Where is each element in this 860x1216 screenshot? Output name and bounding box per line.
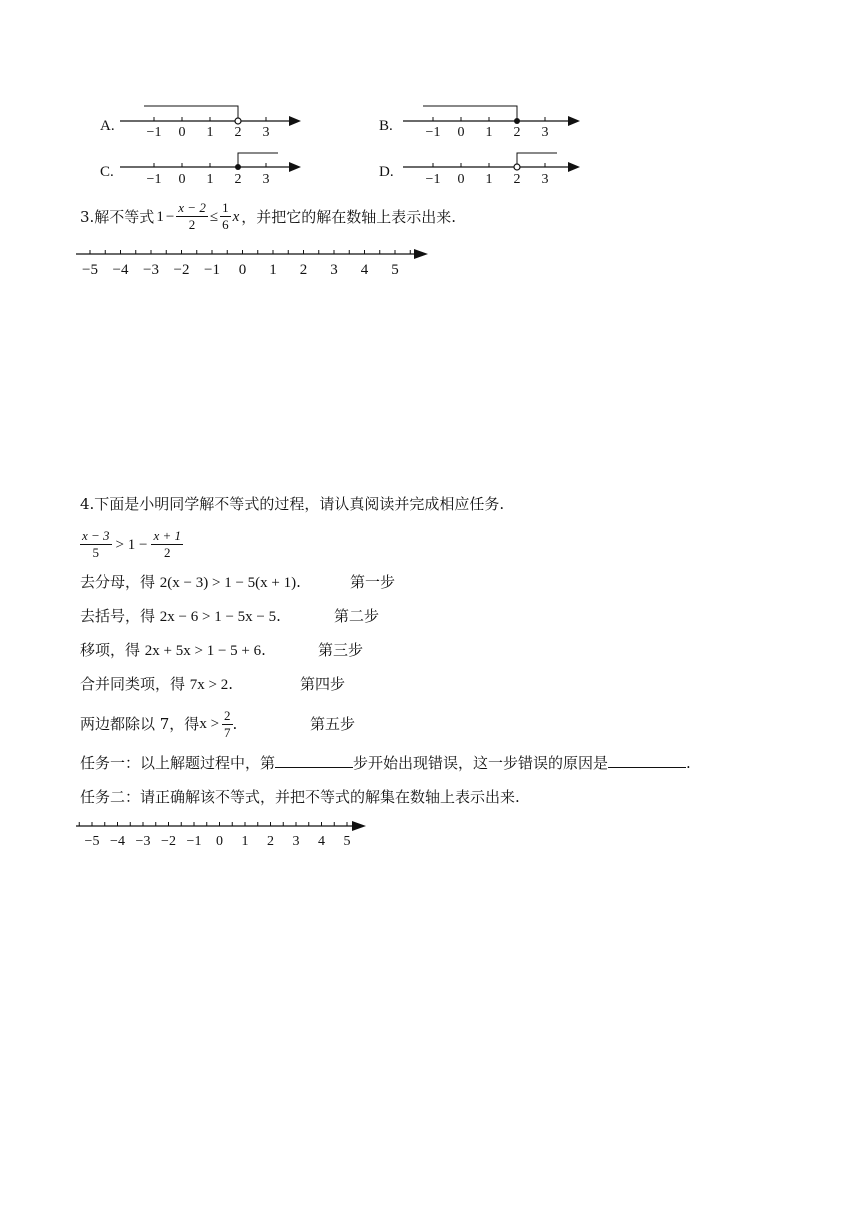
option-a-label: A.: [100, 118, 115, 134]
option-b-label: B.: [379, 118, 393, 134]
q3-fraction-right: [220, 200, 231, 233]
axis-tick-label: −2: [161, 834, 176, 849]
step-math: 7x > 2: [189, 677, 229, 693]
step-label: 第一步: [350, 573, 396, 591]
step-text: 合并同类项，得: [80, 675, 190, 693]
tick-label: −1: [146, 125, 162, 138]
axis-tick-label: −5: [84, 834, 100, 849]
axis-arrow: [352, 821, 366, 831]
option-a[interactable]: [96, 100, 306, 138]
q4-step5-fraction: [222, 708, 233, 741]
axis-tick-label: −2: [173, 262, 190, 278]
axis-tick-label: 1: [269, 262, 277, 278]
axis-tick-label: −1: [204, 262, 220, 278]
tick-label: 1: [206, 125, 214, 138]
axis-tick-label: 5: [343, 834, 351, 849]
step-math: 2x + 5x > 1 − 5 + 6: [144, 643, 262, 659]
q3-frac1-num: x − 2: [178, 200, 206, 215]
q4-step-3: [80, 639, 364, 662]
answer-blank-reason[interactable]: [608, 753, 686, 768]
axis-tick-label: −3: [143, 262, 159, 278]
axis-tick-label: −1: [186, 834, 202, 849]
option-b[interactable]: [375, 100, 585, 138]
task1-text-b: 步开始出现错误，这一步错误的原因是: [353, 754, 609, 772]
tick-label: 1: [485, 125, 493, 138]
step-text: 移项，得: [80, 641, 145, 659]
tick-label: 1: [485, 172, 493, 186]
tick-label: 1: [206, 172, 214, 186]
q4-task-2: 任务二：请正确解该不等式，并把不等式的解集在数轴上表示出来.: [80, 788, 520, 806]
option-d-number-line: [375, 148, 585, 186]
tick-label: 2: [513, 125, 521, 138]
axis-tick-label: −3: [135, 834, 151, 849]
tick-label: 0: [178, 172, 186, 186]
q4-task-1: [80, 752, 691, 774]
q3-var: x: [232, 208, 240, 225]
step5-den: 7: [224, 724, 231, 740]
option-c[interactable]: [96, 148, 306, 186]
q4-frac-left-num: x − 3: [82, 528, 110, 543]
step-dot: .: [276, 607, 281, 625]
tick-label: 3: [541, 172, 549, 186]
q3-prefix: 3.解不等式: [80, 207, 155, 226]
step-label: 第四步: [300, 675, 346, 693]
tick-label: −1: [425, 172, 441, 186]
question-3: [80, 200, 456, 233]
tick-label: 3: [541, 125, 549, 138]
step-label: 第三步: [318, 641, 364, 659]
tick-label: 3: [262, 125, 270, 138]
q4-frac-right-num: x + 1: [153, 528, 182, 543]
axis-tick-label: 3: [330, 262, 338, 278]
q3-fraction-left: [176, 200, 208, 233]
tick-label: 0: [178, 125, 186, 138]
q4-step-4: [80, 673, 346, 696]
axis-tick-label: 2: [299, 262, 308, 278]
axis-arrow: [414, 249, 428, 259]
q4-step-2: [80, 605, 380, 628]
q4-inequality: [80, 528, 183, 561]
option-c-label: C.: [100, 164, 114, 180]
q4-number-line: [74, 816, 374, 850]
q3-frac1-den: 2: [188, 217, 196, 232]
step-label: 第二步: [334, 607, 380, 625]
tick-label: −1: [146, 172, 162, 186]
step-dot: .: [228, 675, 234, 693]
q3-suffix: ，并把它的解在数轴上表示出来.: [241, 207, 457, 226]
answer-blank-step[interactable]: [275, 753, 353, 768]
axis-tick-label: −4: [112, 262, 129, 278]
step5-num: 2: [224, 707, 231, 723]
q4-step-5: [80, 704, 356, 744]
step-dot: .: [261, 641, 266, 659]
tick-label: 2: [234, 125, 242, 138]
step-text: 去括号，得: [80, 607, 160, 625]
q4-step-1: [80, 571, 396, 594]
q4-title: 4.下面是小明同学解不等式的过程，请认真阅读并完成相应任务.: [80, 495, 505, 513]
option-c-number-line: [96, 148, 306, 186]
task1-text-a: 任务一：以上解题过程中，第: [80, 754, 276, 772]
q3-frac2-den: 6: [222, 217, 229, 232]
q3-minus: −: [165, 208, 175, 225]
step-math: 2(x − 3) > 1 − 5(x + 1): [159, 575, 297, 591]
option-a-number-line: [96, 100, 306, 138]
option-b-number-line: [375, 100, 585, 138]
q4-frac-right: [151, 528, 183, 561]
axis-tick-label: −4: [110, 834, 125, 849]
q3-number-line: [74, 244, 434, 280]
q4-frac-left-den: 5: [92, 545, 100, 560]
tick-label: 3: [262, 172, 270, 186]
step-math: x >: [199, 716, 220, 732]
q4-frac-right-den: 2: [163, 545, 171, 560]
axis-tick-label: 3: [292, 834, 300, 849]
option-d-label: D.: [379, 164, 394, 180]
step-label: 第五步: [310, 715, 356, 733]
tick-label: 0: [457, 172, 465, 186]
tick-label: −1: [425, 125, 441, 138]
step-math: 2x − 6 > 1 − 5x − 5: [159, 609, 277, 625]
q3-leq: ≤: [209, 208, 219, 225]
axis-tick-label: 4: [360, 262, 369, 278]
axis-tick-label: 2: [267, 834, 274, 849]
axis-tick-label: 1: [241, 834, 249, 849]
step-text: 去分母，得: [80, 573, 160, 591]
q3-one: 1: [156, 208, 164, 225]
step-text: 两边都除以 7，得: [80, 715, 200, 733]
task1-text-c: .: [686, 754, 691, 772]
q4-frac-left: [80, 528, 112, 561]
axis-tick-label: 0: [216, 834, 223, 849]
axis-tick-label: −5: [82, 262, 98, 278]
option-d[interactable]: [375, 148, 585, 186]
tick-label: 2: [234, 172, 242, 186]
step-dot: .: [232, 715, 238, 733]
axis-tick-label: 5: [391, 262, 399, 278]
tick-label: 0: [457, 125, 465, 138]
axis-tick-label: 4: [318, 834, 325, 849]
q4-ineq-mid: > 1 −: [115, 536, 148, 553]
tick-label: 2: [513, 172, 521, 186]
step-dot: .: [296, 573, 301, 591]
axis-tick-label: 0: [238, 262, 247, 278]
q3-frac2-num: 1: [222, 200, 229, 215]
